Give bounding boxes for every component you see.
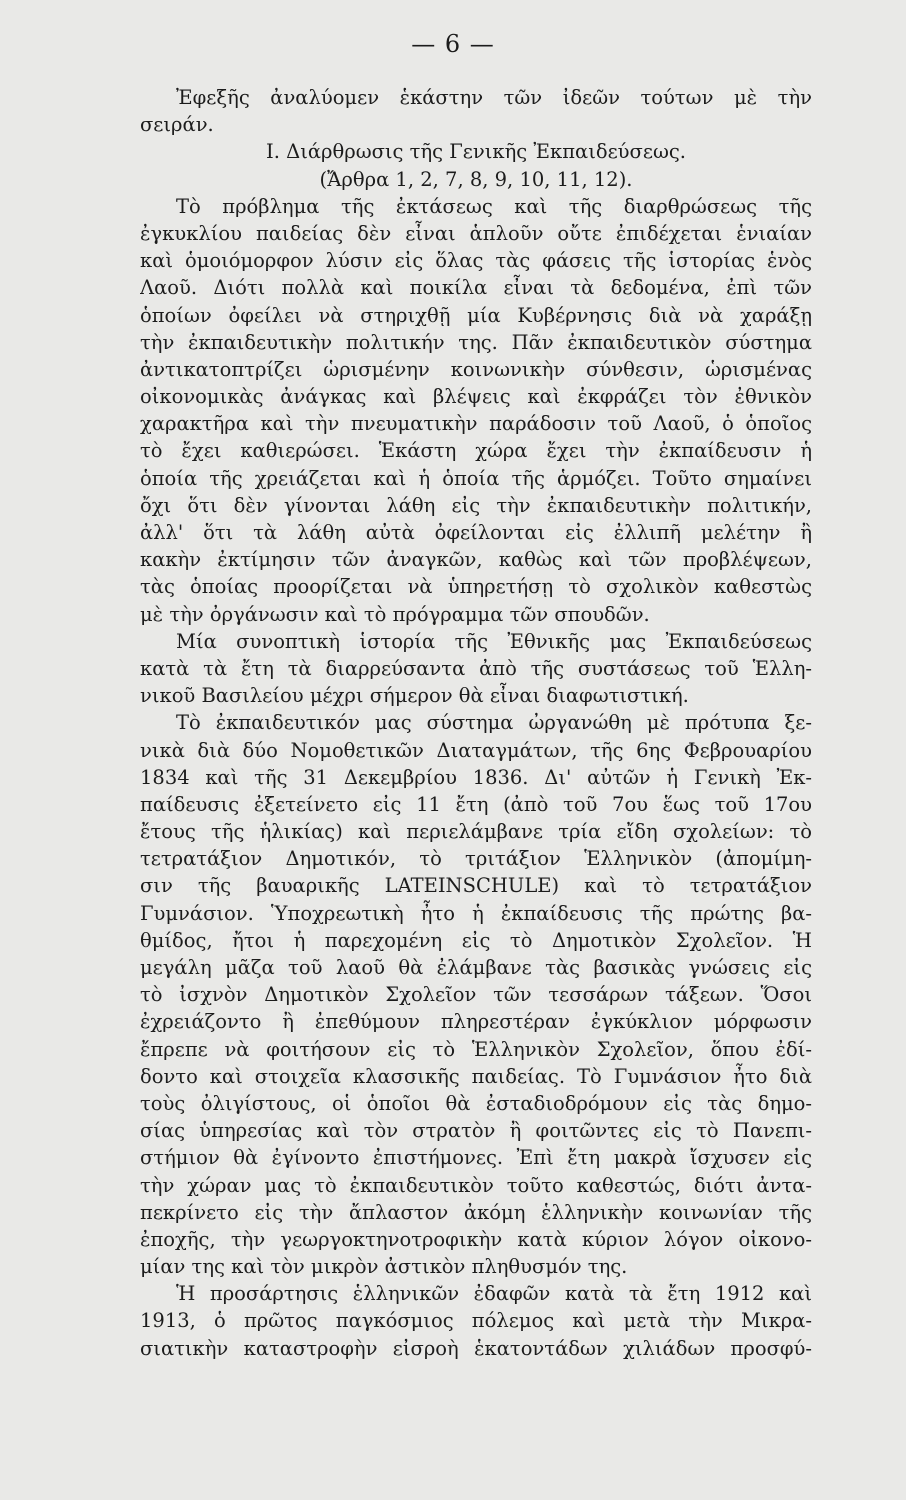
text-line: τὸ ἰσχνὸν Δημοτικὸν Σχολεῖον τῶν τεσσάρων τάξεων. Ὅσοι: [140, 983, 812, 1007]
text-line: Λαοῦ. Διότι πολλὰ καὶ ποικίλα εἶναι τὰ δεδομένα, ἐπὶ τῶν: [140, 276, 812, 300]
text-line: ἐγκυκλίου παιδείας δὲν εἶναι ἁπλοῦν οὔτε ἐπιδέχεται ἑνιαίαν: [140, 221, 812, 245]
text-line: τὴν χώραν μας τὸ ἐκπαιδευτικὸν τοῦτο καθεστώς, διότι ἀντα-: [140, 1173, 812, 1197]
text-line: ὁποία τῆς χρειάζεται καὶ ἡ ὁποία τῆς ἁρμόζει. Τοῦτο σημαίνει: [140, 466, 812, 490]
text-line: κακὴν ἐκτίμησιν τῶν ἀναγκῶν, καθὼς καὶ τῶν προβλέψεων,: [140, 548, 812, 572]
text-line: Ἐφεξῆς ἀναλύομεν ἑκάστην τῶν ἰδεῶν τούτων μὲ τὴν: [176, 86, 812, 109]
text-line: δοντο καὶ στοιχεῖα κλασσικῆς παιδείας. Τὸ Γυμνάσιον ἦτο διὰ: [140, 1064, 812, 1088]
text-line: 1834 καὶ τῆς 31 Δεκεμβρίου 1836. Δι' αὐτῶν ἡ Γενικὴ Ἐκ-: [140, 765, 812, 789]
text-line: μὲ τὴν ὀργάνωσιν καὶ τὸ πρόγραμμα τῶν σπουδῶν.: [140, 602, 650, 626]
body-text: [140, 84, 812, 1362]
text-line: οἰκονομικὰς ἀνάγκας καὶ βλέψεις καὶ ἐκφράζει τὸν ἐθνικὸν: [140, 385, 812, 409]
text-line: Γυμνάσιον. Ὑποχρεωτικὴ ἦτο ἡ ἐκπαίδευσις τῆς πρώτης βα-: [140, 901, 812, 925]
text-line: Μία συνοπτικὴ ἱστορία τῆς Ἐθνικῆς μας Ἐκπαιδεύσεως: [176, 629, 812, 653]
text-line: ὄχι ὅτι δὲν γίνονται λάθη εἰς τὴν ἐκπαιδευτικὴν πολιτικήν,: [140, 493, 812, 517]
text-line: Ἡ προσάρτησις ἑλληνικῶν ἐδαφῶν κατὰ τὰ ἔτη 1912 καὶ: [176, 1282, 812, 1306]
text-line: στήμιον θὰ ἐγίνοντο ἐπιστήμονες. Ἐπὶ ἔτη μακρὰ ἴσχυσεν εἰς: [140, 1146, 812, 1170]
text-line: χαρακτῆρα καὶ τὴν πνευματικὴν παράδοσιν τοῦ Λαοῦ, ὁ ὁποῖος: [140, 412, 812, 436]
text-line: σίας ὑπηρεσίας καὶ τὸν στρατὸν ἢ φοιτῶντες εἰς τὸ Πανεπι-: [140, 1119, 812, 1143]
text-line: ὁποίων ὀφείλει νὰ στηριχθῇ μία Κυβέρνησις διὰ νὰ χαράξῃ: [140, 303, 812, 327]
text-line: Τὸ ἐκπαιδευτικόν μας σύστημα ὠργανώθη μὲ πρότυπα ξε-: [176, 711, 812, 735]
text-line: ἔτους τῆς ἡλικίας) καὶ περιελάμβανε τρία εἴδη σχολείων: τὸ: [140, 820, 812, 844]
text-line: ἀλλ' ὅτι τὰ λάθη αὐτὰ ὀφείλονται εἰς ἐλλιπῆ μελέτην ἢ: [140, 521, 812, 544]
text-line: νικὰ διὰ δύο Νομοθετικῶν Διαταγμάτων, τῆς 6ης Φεβρουαρίου: [140, 738, 812, 762]
text-line: ἔπρεπε νὰ φοιτήσουν εἰς τὸ Ἑλληνικὸν Σχολεῖον, ὅπου ἐδί-: [140, 1037, 812, 1061]
page-number: — 6 —: [411, 30, 495, 58]
text-line: νικοῦ Βασιλείου μέχρι σήμερον θὰ εἶναι διαφωτιστική.: [140, 684, 689, 708]
text-line: ἀντικατοπτρίζει ὡρισμένην κοινωνικὴν σύνθεσιν, ὡρισμένας: [140, 357, 812, 381]
text-line: 1913, ὁ πρῶτος παγκόσμιος πόλεμος καὶ μετὰ τὴν Μικρα-: [140, 1309, 812, 1333]
text-line: (Ἄρθρα 1, 2, 7, 8, 9, 10, 11, 12).: [319, 167, 633, 191]
text-line: μεγάλη μᾶζα τοῦ λαοῦ θὰ ἐλάμβανε τὰς βασικὰς γνώσεις εἰς: [140, 956, 812, 979]
text-line: Ι. Διάρθρωσις τῆς Γενικῆς Ἐκπαιδεύσεως.: [266, 140, 686, 164]
text-line: σειράν.: [140, 113, 214, 137]
text-line: Τὸ πρόβλημα τῆς ἐκτάσεως καὶ τῆς διαρθρώσεως τῆς: [176, 194, 812, 218]
text-line: σιν τῆς βαυαρικῆς LATEINSCHULE) καὶ τὸ τετρατάξιον: [140, 874, 812, 898]
text-line: τετρατάξιον Δημοτικόν, τὸ τριτάξιον Ἑλληνικὸν (ἀπομίμη-: [140, 847, 812, 871]
text-line: πεκρίνετο εἰς τὴν ἄπλαστον ἀκόμη ἑλληνικὴν κοινωνίαν τῆς: [140, 1200, 812, 1224]
text-line: τὰς ὁποίας προορίζεται νὰ ὑπηρετήσῃ τὸ σχολικὸν καθεστὼς: [140, 575, 812, 599]
text-line: μίαν της καὶ τὸν μικρὸν ἀστικὸν πληθυσμόν της.: [140, 1255, 628, 1279]
text-line: τὸ ἔχει καθιερώσει. Ἑκάστη χώρα ἔχει τὴν ἐκπαίδευσιν ἡ: [140, 439, 812, 463]
text-line: καὶ ὁμοιόμορφον λύσιν εἰς ὅλας τὰς φάσεις τῆς ἱστορίας ἑνὸς: [140, 249, 812, 273]
text-line: σιατικὴν καταστροφὴν εἰσροὴ ἑκατοντάδων χιλιάδων προσφύ-: [140, 1336, 812, 1360]
text-line: θμίδος, ἤτοι ἡ παρεχομένη εἰς τὸ Δημοτικὸν Σχολεῖον. Ἡ: [140, 928, 812, 952]
text-line: τὴν ἐκπαιδευτικὴν πολιτικήν της. Πᾶν ἐκπαιδευτικὸν σύστημα: [140, 330, 812, 354]
text-line: ἐχρειάζοντο ἢ ἐπεθύμουν πληρεστέραν ἐγκύκλιον μόρφωσιν: [140, 1010, 812, 1034]
text-line: παίδευσις ἐξετείνετο εἰς 11 ἔτη (ἀπὸ τοῦ 7ου ἕως τοῦ 17ου: [140, 792, 812, 816]
text-line: ἐποχῆς, τὴν γεωργοκτηνοτροφικὴν κατὰ κύριον λόγον οἰκονο-: [140, 1227, 812, 1251]
text-line: τοὺς ὀλιγίστους, οἱ ὁποῖοι θὰ ἐσταδιοδρόμουν εἰς τὰς δημο-: [140, 1091, 812, 1115]
text-line: κατὰ τὰ ἔτη τὰ διαρρεύσαντα ἀπὸ τῆς συστάσεως τοῦ Ἑλλη-: [140, 656, 812, 680]
